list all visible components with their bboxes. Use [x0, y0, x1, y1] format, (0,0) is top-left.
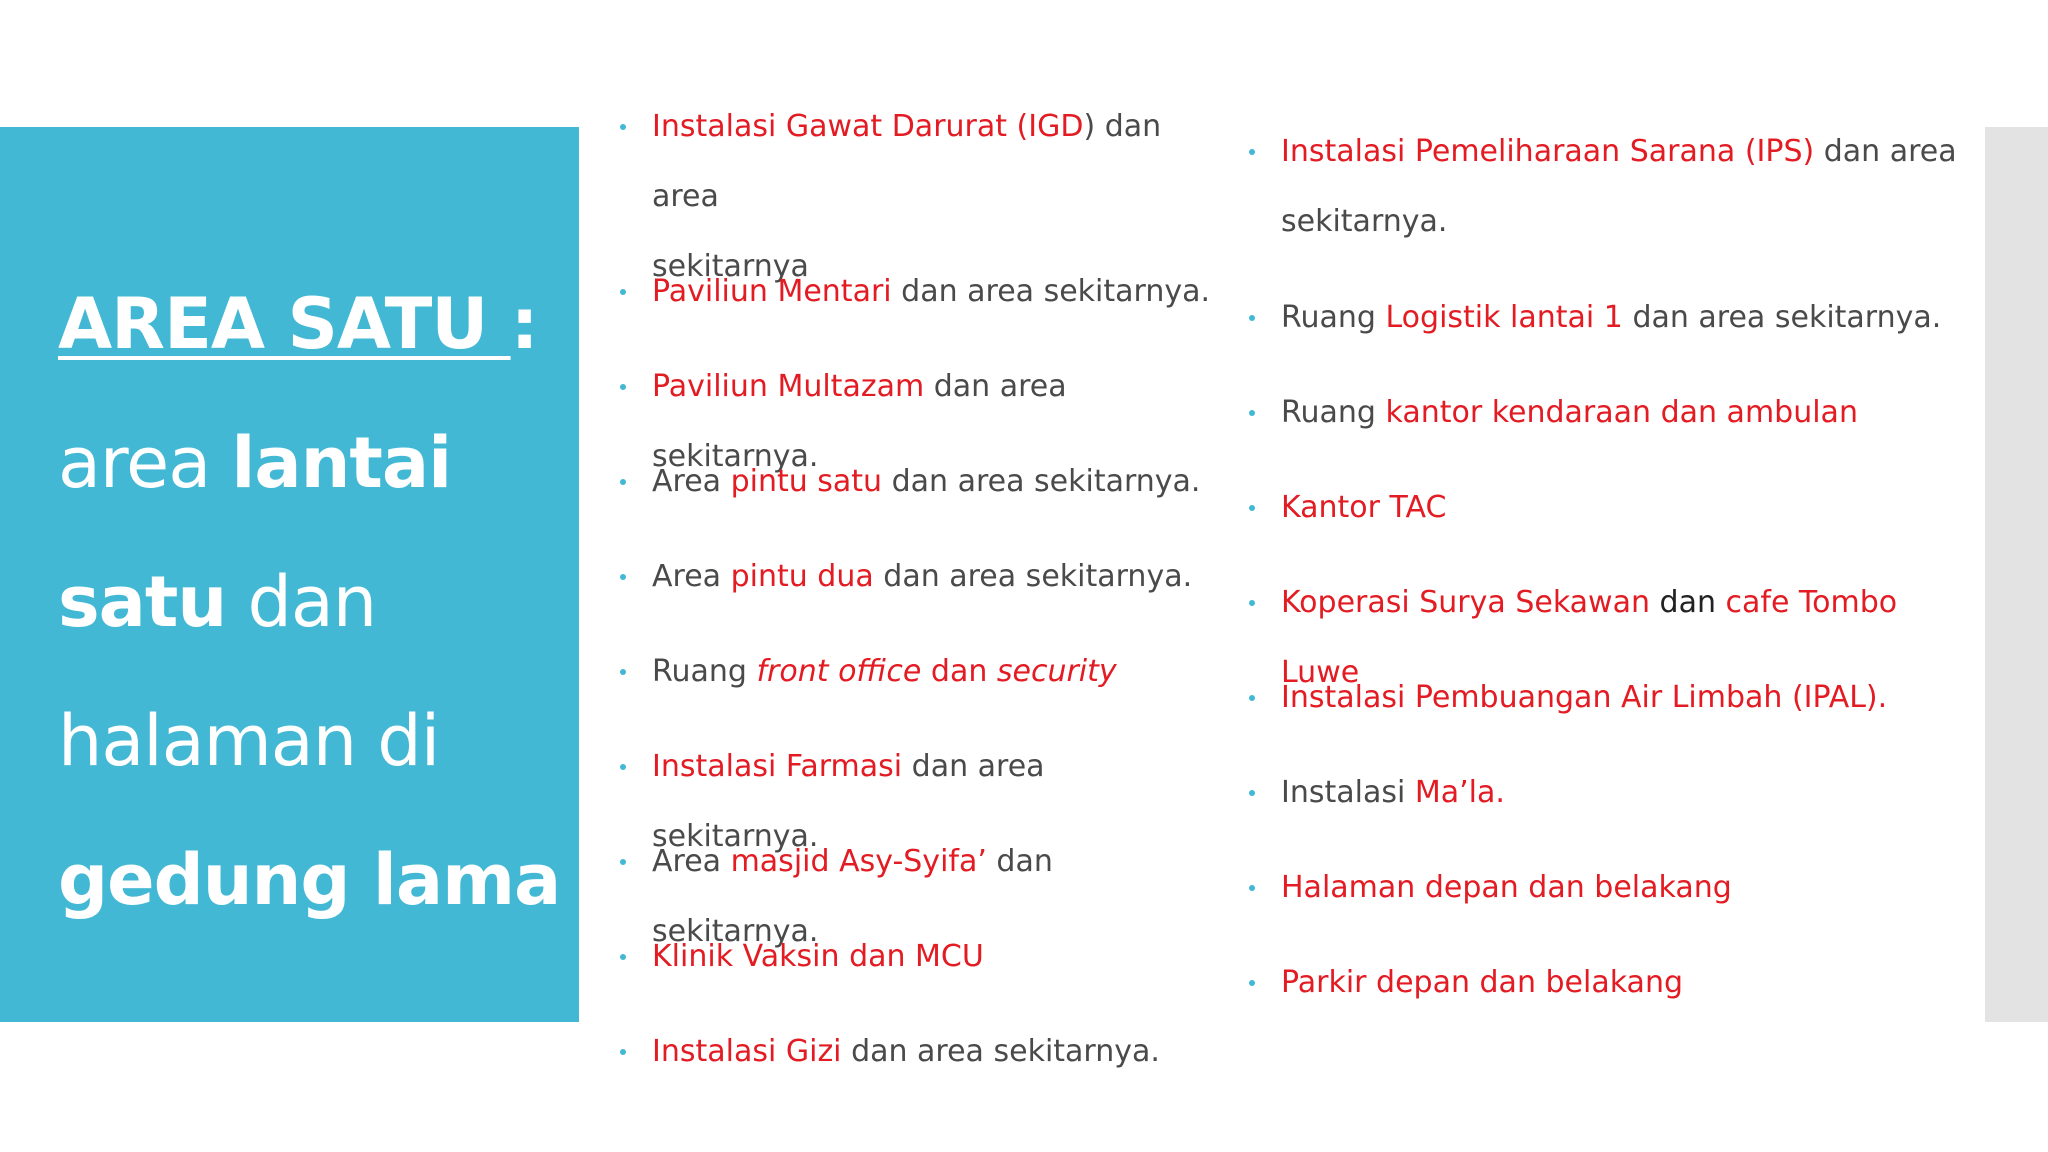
item-highlight: pintu dua [730, 559, 874, 594]
item-highlight: Ma’la. [1414, 775, 1505, 810]
list-item [620, 1017, 1220, 1087]
bullet-icon [1249, 758, 1269, 828]
bullet-icon [1249, 283, 1269, 353]
item-highlight: Kantor TAC [1281, 490, 1447, 525]
bullet-icon [620, 447, 640, 517]
title-gedung-lama: gedung lama [58, 839, 561, 921]
bullet-icon [620, 922, 640, 992]
item-text: Area [652, 844, 731, 879]
item-highlight: Instalasi Pembuangan Air Limbah (IPAL). [1281, 680, 1888, 715]
title-colon: : [510, 283, 538, 365]
title-line-3 [58, 533, 568, 672]
item-highlight: Instalasi Gizi [652, 1034, 842, 1069]
bullet-icon [1249, 663, 1269, 733]
list-item [1249, 758, 1979, 828]
item-highlight: dan [921, 654, 997, 689]
item-text: dan area sekitarnya. [841, 1034, 1160, 1069]
title-line-4 [58, 672, 568, 811]
bullet-icon [620, 827, 640, 897]
bullet-icon [1249, 853, 1269, 923]
bullet-icon [620, 637, 640, 707]
item-highlight: kantor kendaraan dan ambulan [1385, 395, 1858, 430]
item-highlight: security [996, 654, 1117, 689]
side-accent-bar [1985, 127, 2048, 1022]
bullet-icon [1249, 568, 1269, 638]
item-highlight: Koperasi Surya Sekawan [1281, 585, 1650, 620]
item-text: dan area sekitarnya. [891, 274, 1211, 309]
item-highlight: front office [756, 654, 922, 689]
item-text: Ruang [652, 654, 757, 689]
item-highlight: Logistik lantai 1 [1385, 300, 1623, 335]
item-text: dan area [1814, 134, 1957, 169]
item-highlight: Parkir depan dan belakang [1281, 965, 1683, 1000]
title-halaman: halaman di [58, 700, 440, 782]
item-text: sekitarnya. [1281, 204, 1448, 239]
title-dan: dan [226, 561, 377, 643]
item-highlight: Paviliun Multazam [652, 369, 925, 404]
item-highlight: Instalasi Gawat Darurat (IGD [652, 109, 1084, 144]
list-item [1249, 853, 1979, 923]
item-highlight: cafe Tombo Luwe [1281, 585, 1898, 690]
item-highlight: masjid Asy-Syifa’ [730, 844, 987, 879]
title-area: area [58, 422, 232, 504]
bullet-icon [1249, 378, 1269, 448]
item-highlight: Instalasi Farmasi [652, 749, 903, 784]
list-item [1249, 473, 1979, 543]
bullet-icon [620, 1017, 640, 1087]
bullet-icon [620, 352, 640, 422]
item-highlight: Halaman depan dan belakang [1281, 870, 1732, 905]
bullet-icon [620, 732, 640, 802]
item-text: dan area sekitarnya. [882, 464, 1201, 499]
item-text: Ruang [1281, 300, 1386, 335]
item-text: dan area sekitarnya. [873, 559, 1193, 594]
list-item [620, 542, 1220, 612]
item-text: Area [652, 464, 731, 499]
item-text: Ruang [1281, 395, 1386, 430]
list-item [620, 922, 1220, 992]
bullet-icon [1249, 473, 1269, 543]
list-item [620, 447, 1220, 517]
item-text: dan area sekitarnya. [652, 749, 1045, 854]
bullet-icon [620, 92, 640, 162]
item-highlight: pintu satu [730, 464, 883, 499]
item-text: dan area sekitarnya. [1622, 300, 1942, 335]
item-highlight: Klinik Vaksin dan MCU [652, 939, 984, 974]
title-line-2 [58, 394, 568, 533]
slide-title [58, 255, 568, 950]
item-highlight: Instalasi Pemeliharaan Sarana (IPS) [1281, 134, 1815, 169]
item-text: Area [652, 559, 731, 594]
item-text: ) dan area [652, 109, 1162, 214]
item-text: sekitarnya [652, 249, 809, 284]
bullet-icon [1249, 117, 1269, 187]
title-line-5 [58, 811, 568, 950]
item-text: dan sekitarnya. [652, 844, 1053, 949]
title-line-1 [58, 255, 568, 394]
item-text: Instalasi [1281, 775, 1415, 810]
list-item [1249, 117, 1979, 257]
bullet-icon [1249, 948, 1269, 1018]
list-item [620, 257, 1220, 327]
title-area-satu: AREA SATU [58, 283, 511, 365]
title-lantai: lantai [231, 422, 452, 504]
list-item [1249, 948, 1979, 1018]
list-item [1249, 663, 1979, 733]
list-item [1249, 283, 1979, 353]
item-text: dan [1649, 585, 1726, 620]
list-item [620, 637, 1220, 707]
bullet-icon [620, 257, 640, 327]
item-highlight: Paviliun Mentari [652, 274, 892, 309]
list-item [1249, 378, 1979, 448]
title-satu: satu [58, 561, 227, 643]
item-text: dan area sekitarnya. [652, 369, 1067, 474]
bullet-icon [620, 542, 640, 612]
